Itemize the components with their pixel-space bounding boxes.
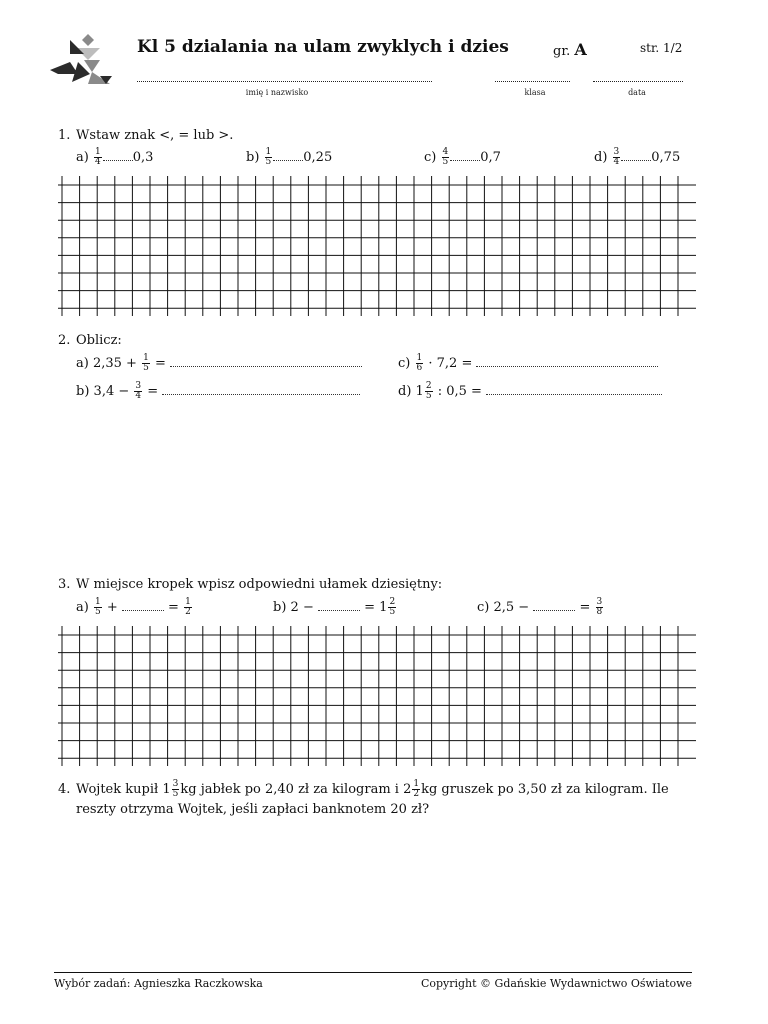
q2-item-a: [76, 354, 362, 373]
answer-blank[interactable]: [170, 356, 362, 367]
answer-blank[interactable]: [103, 150, 133, 161]
fraction: $\frac{1}{5}$: [94, 597, 101, 617]
name-field[interactable]: [137, 81, 432, 82]
decimal-value: 0,7: [480, 150, 501, 165]
item-letter: b): [246, 150, 260, 165]
item-letter: a): [76, 600, 89, 615]
question-4-text: [58, 780, 669, 799]
fraction: $\frac{1}{5}$: [143, 353, 149, 373]
decimal-value: 0,3: [132, 150, 154, 165]
operator: +: [106, 600, 118, 615]
fraction: $\frac{3}{4}$: [613, 147, 620, 167]
expression: : 0,5 =: [437, 384, 482, 399]
item-letter: c): [398, 356, 411, 371]
question-1-prompt: [58, 128, 233, 143]
answer-blank[interactable]: [318, 600, 360, 611]
question-3-prompt: [58, 577, 442, 592]
fraction: $\frac{1}{4}$: [94, 147, 101, 167]
item-letter: a): [76, 150, 89, 165]
answer-blank[interactable]: [621, 150, 651, 161]
date-field[interactable]: [593, 81, 683, 82]
question-number: 1.: [58, 128, 71, 143]
fraction: $\frac{3}{4}$: [135, 381, 142, 401]
question-text: kg jabłek po 2,40 zł za kilogram i: [180, 782, 399, 797]
question-number: 3.: [58, 577, 71, 592]
class-field[interactable]: [495, 81, 570, 82]
equals-sign: =: [579, 600, 591, 615]
question-4-text-line2: reszty otrzyma Wojtek, jeśli zapłaci banknotem 20 zł?: [76, 802, 430, 817]
name-label: imię i nazwisko: [245, 88, 309, 97]
item-letter: d): [594, 150, 608, 165]
q3-item-a: [76, 598, 193, 617]
equals-sign: =: [147, 384, 159, 399]
fraction: $\frac{1}{2}$: [185, 597, 191, 617]
item-letter: a): [76, 356, 89, 371]
footer-copyright: Copyright © Gdańskie Wydawnictwo Oświatowe: [420, 977, 692, 990]
mixed-number: 1 $\frac{2}{5}$: [379, 597, 396, 617]
expression: 2,35 +: [92, 356, 137, 371]
fraction: $\frac{3}{8}$: [596, 597, 603, 617]
class-label: klasa: [524, 88, 546, 97]
footer-author: Wybór zadań: Agnieszka Raczkowska: [54, 977, 263, 990]
q1-item-a: [76, 148, 153, 167]
fraction: $\frac{1}{6}$: [416, 353, 423, 373]
page-number: str. 1/2: [640, 41, 683, 55]
date-label: data: [628, 88, 646, 97]
q3-item-c: [477, 598, 604, 617]
question-text: W miejsce kropek wpisz odpowiedni ułamek dziesiętny:: [76, 577, 443, 592]
answer-blank[interactable]: [273, 150, 303, 161]
q2-item-d: [398, 382, 662, 401]
question-text: Wstaw znak <, = lub >.: [76, 128, 234, 143]
q2-item-b: [76, 382, 360, 401]
answer-blank[interactable]: [486, 384, 662, 395]
question-2-prompt: [58, 333, 122, 348]
q1-item-d: [594, 148, 680, 167]
question-number: 4.: [58, 782, 71, 797]
worksheet-title: Kl 5 dzialania na ulam zwyklych i dzies: [137, 37, 509, 57]
item-letter: c): [477, 600, 490, 615]
equals-sign: =: [364, 600, 376, 615]
expression: 2,5 −: [493, 600, 530, 615]
item-letter: d): [398, 384, 412, 399]
item-letter: c): [424, 150, 437, 165]
footer-divider: [54, 972, 692, 973]
q1-item-b: [246, 148, 332, 167]
question-text: Oblicz:: [76, 333, 122, 348]
item-letter: b): [273, 600, 287, 615]
group-label: gr.: [553, 44, 571, 59]
expression: 3,4 −: [93, 384, 130, 399]
question-number: 2.: [58, 333, 71, 348]
expression: 2 −: [290, 600, 314, 615]
tangram-runner-logo: [48, 32, 116, 88]
mixed-number: 2 $\frac{1}{2}$: [403, 779, 420, 799]
answer-blank[interactable]: [122, 600, 164, 611]
answer-grid-1: [58, 176, 696, 316]
decimal-value: 0,25: [303, 150, 333, 165]
answer-blank[interactable]: [533, 600, 575, 611]
fraction: $\frac{4}{5}$: [442, 147, 449, 167]
mixed-number: 1 $\frac{3}{5}$: [162, 779, 179, 799]
answer-blank[interactable]: [450, 150, 480, 161]
q3-item-b: [273, 598, 397, 617]
equals-sign: =: [168, 600, 179, 615]
expression: · 7,2 =: [428, 356, 473, 371]
group-value: A: [574, 40, 587, 59]
answer-blank[interactable]: [162, 384, 360, 395]
mixed-number: 1 $\frac{2}{5}$: [415, 381, 432, 401]
answer-grid-2: [58, 626, 696, 766]
question-text: kg gruszek po 3,50 zł za kilogram. Ile: [421, 782, 669, 797]
item-letter: b): [76, 384, 90, 399]
equals-sign: =: [154, 356, 166, 371]
fraction: $\frac{1}{5}$: [265, 147, 272, 167]
q1-item-c: [424, 148, 501, 167]
decimal-value: 0,75: [651, 150, 681, 165]
group-indicator: [553, 40, 587, 59]
q2-item-c: [398, 354, 658, 373]
answer-blank[interactable]: [476, 356, 658, 367]
question-text: Wojtek kupił: [76, 782, 159, 797]
